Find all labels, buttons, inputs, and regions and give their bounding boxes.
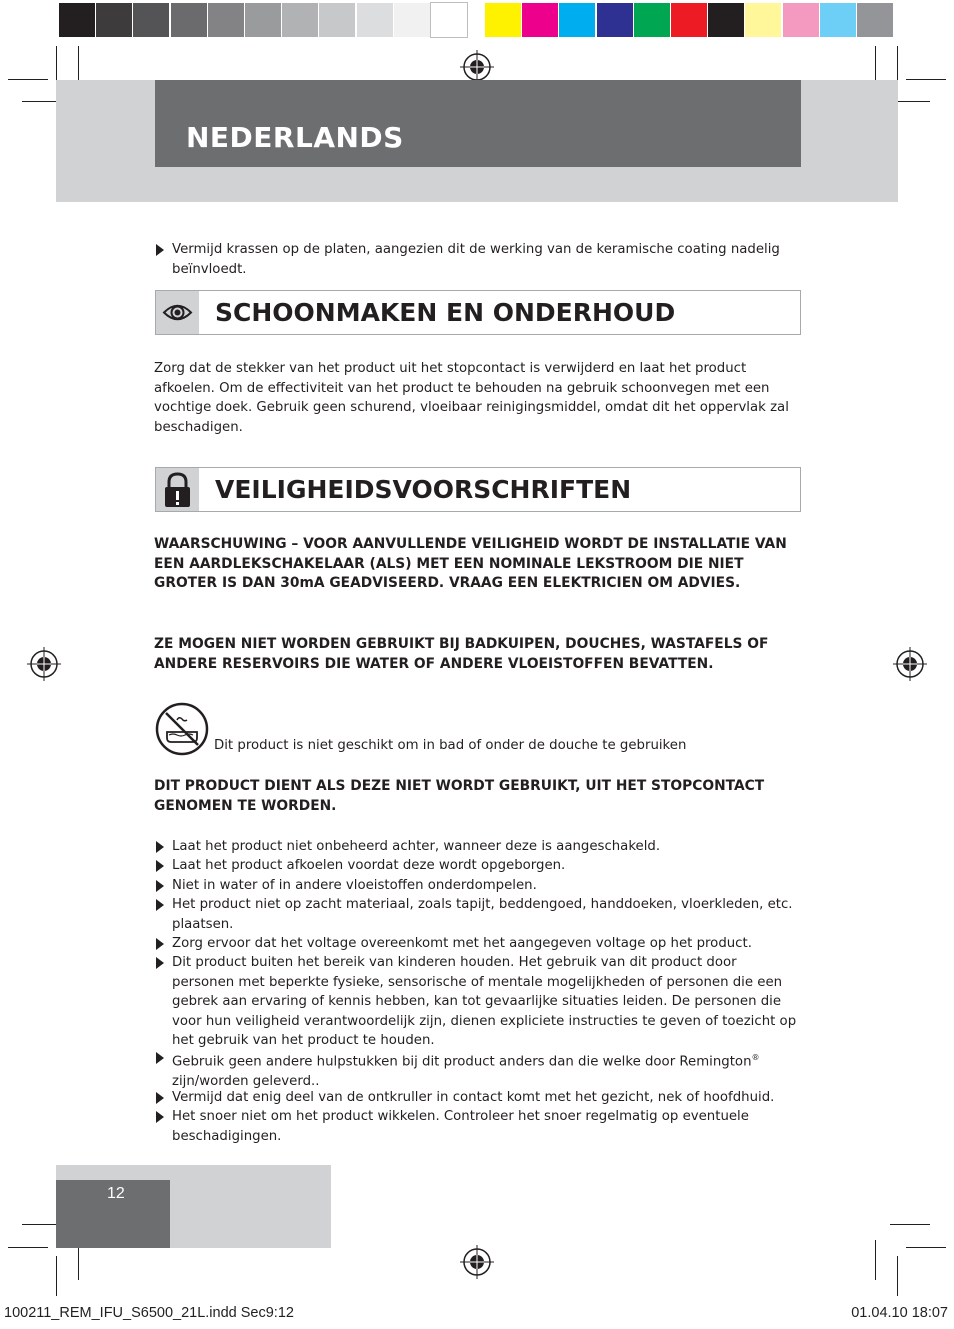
color-swatch bbox=[783, 3, 819, 37]
color-swatch bbox=[522, 3, 558, 37]
language-title: NEDERLANDS bbox=[186, 121, 404, 154]
color-swatch bbox=[431, 3, 467, 37]
list-item bbox=[154, 1107, 800, 1146]
color-swatch bbox=[282, 3, 318, 37]
no-bath-caption: Dit product is niet geschikt om in bad of onder de douche te gebruiken bbox=[214, 738, 687, 753]
bullet-text: Vermijd dat enig deel van de ontkruller in contact komt met het gezicht, nek of hoofdhuid. bbox=[172, 1090, 775, 1105]
registration-mark-icon bbox=[893, 647, 927, 681]
list-item bbox=[154, 856, 800, 876]
slug-timestamp: 01.04.10 18:07 bbox=[851, 1305, 948, 1321]
warning-water: ZE MOGEN NIET WORDEN GEBRUIKT BIJ BADKUIPEN, DOUCHES, WASTAFELS OF ANDERE RESERVOIRS DIE WATER OF ANDERE VLOEISTOFFEN BEVATTEN. bbox=[154, 636, 769, 672]
section-header-safety bbox=[155, 467, 801, 512]
color-swatch bbox=[96, 3, 132, 37]
list-item bbox=[154, 837, 800, 857]
bullet-arrow-icon bbox=[156, 1052, 164, 1064]
section-icon-box bbox=[156, 468, 199, 511]
page-number: 12 bbox=[107, 1185, 125, 1202]
slug-filename: 100211_REM_IFU_S6500_21L.indd Sec9:12 bbox=[4, 1305, 294, 1321]
warning-rcd: WAARSCHUWING – VOOR AANVULLENDE VEILIGHEID WORDT DE INSTALLATIE VAN EEN AARDLEKSCHAKELAAR (ALS) MET EEN NOMINALE LEKSTROOM DIE NIET GROTER IS DAN 30mA GEADVISEERD. VRAAG EEN ELEKTRICIEN OM ADVIES. bbox=[154, 536, 787, 591]
bullet-arrow-icon bbox=[156, 1092, 164, 1104]
bullet-text: Laat het product niet onbeheerd achter, wanneer deze is aangeschakeld. bbox=[172, 839, 661, 854]
list-item bbox=[154, 934, 800, 954]
color-swatch bbox=[357, 3, 393, 37]
color-swatch bbox=[485, 3, 521, 37]
color-swatch bbox=[559, 3, 595, 37]
color-swatch bbox=[394, 3, 430, 37]
bullet-text: Zorg ervoor dat het voltage overeenkomt met het aangegeven voltage op het product. bbox=[172, 936, 752, 951]
registered-mark: ® bbox=[751, 1053, 760, 1062]
registration-mark-icon bbox=[460, 50, 494, 84]
section-header-cleaning bbox=[155, 290, 801, 335]
bullet-text-continued: zijn/worden geleverd.. bbox=[172, 1073, 320, 1089]
crop-mark bbox=[8, 79, 48, 80]
color-swatch bbox=[319, 3, 355, 37]
list-item bbox=[154, 1048, 800, 1091]
bullet-text: Laat het product afkoelen voordat deze wordt opgeborgen. bbox=[172, 858, 566, 873]
bullet-arrow-icon bbox=[156, 880, 164, 892]
intro-bullet bbox=[154, 240, 800, 279]
cleaning-body: Zorg dat de stekker van het product uit het stopcontact is verwijderd en laat het product afkoelen. Om de effectiviteit van het product te behouden na gebruik schoonvegen met een vochtige doek. Gebruik geen schurend, vloeibaar reinigingsmiddel, omdat dit het oppervlak zal beschadigen. bbox=[154, 361, 789, 435]
bullet-arrow-icon bbox=[156, 860, 164, 872]
color-swatch bbox=[745, 3, 781, 37]
crop-mark bbox=[56, 1256, 57, 1296]
bullet-text: Dit product buiten het bereik van kinderen houden. Het gebruik van dit product door personen met beperkte fysieke, sensorische of mentale mogelijkheden of personen die een gebrek aan ervaring of kennis hebben, kan tot gevaarlijke situaties leiden. De personen die voor hun veiligheid verantwoordelijk zijn, dienen expliciete instructies te geven of toezicht op het gebruik van het product te houden. bbox=[172, 955, 797, 1048]
bullet-text bbox=[172, 1048, 800, 1091]
color-swatch bbox=[133, 3, 169, 37]
crop-mark bbox=[890, 1224, 930, 1225]
warning-unplug: DIT PRODUCT DIENT ALS DEZE NIET WORDT GEBRUIKT, UIT HET STOPCONTACT GENOMEN TE WORDEN. bbox=[154, 778, 765, 814]
list-item bbox=[154, 895, 800, 934]
bullet-text: Niet in water of in andere vloeistoffen onderdompelen. bbox=[172, 878, 537, 893]
bullet-arrow-icon bbox=[156, 899, 164, 911]
bullet-text: Vermijd krassen op de platen, aangezien dit de werking van de keramische coating nadelig beïnvloedt. bbox=[172, 242, 780, 277]
bullet-text-main: Gebruik geen andere hulpstukken bij dit product anders dan die welke door Remington bbox=[172, 1054, 752, 1070]
list-item bbox=[154, 953, 800, 1051]
crop-mark bbox=[906, 1247, 946, 1248]
color-swatch bbox=[708, 3, 744, 37]
registration-mark-icon bbox=[27, 647, 61, 681]
bullet-arrow-icon bbox=[156, 244, 164, 256]
list-item bbox=[154, 876, 800, 896]
eye-icon bbox=[156, 291, 199, 334]
section-icon-box bbox=[156, 291, 199, 334]
color-swatch bbox=[245, 3, 281, 37]
color-swatch bbox=[634, 3, 670, 37]
bullet-arrow-icon bbox=[156, 957, 164, 969]
bullet-arrow-icon bbox=[156, 1111, 164, 1123]
section-title: VEILIGHEIDSVOORSCHRIFTEN bbox=[215, 475, 632, 504]
bullet-text: Het snoer niet om het product wikkelen. Controleer het snoer regelmatig op eventuele beschadigingen. bbox=[172, 1109, 749, 1144]
bullet-arrow-icon bbox=[156, 938, 164, 950]
crop-mark bbox=[897, 1256, 898, 1296]
list-item bbox=[154, 1088, 800, 1108]
crop-mark bbox=[875, 1240, 876, 1280]
crop-mark bbox=[8, 1247, 48, 1248]
color-swatch bbox=[857, 3, 893, 37]
color-swatch bbox=[208, 3, 244, 37]
registration-mark-icon bbox=[460, 1245, 494, 1279]
color-swatch bbox=[59, 3, 95, 37]
section-title: SCHOONMAKEN EN ONDERHOUD bbox=[215, 298, 676, 327]
crop-mark bbox=[906, 79, 946, 80]
color-swatch bbox=[171, 3, 207, 37]
padlock-warning-icon bbox=[156, 468, 199, 511]
no-bath-icon bbox=[155, 702, 209, 756]
color-swatch bbox=[597, 3, 633, 37]
color-swatch bbox=[820, 3, 856, 37]
bullet-arrow-icon bbox=[156, 841, 164, 853]
bullet-text: Het product niet op zacht materiaal, zoals tapijt, beddengoed, handdoeken, vloerkleden, etc. plaatsen. bbox=[172, 897, 793, 932]
color-swatch bbox=[671, 3, 707, 37]
